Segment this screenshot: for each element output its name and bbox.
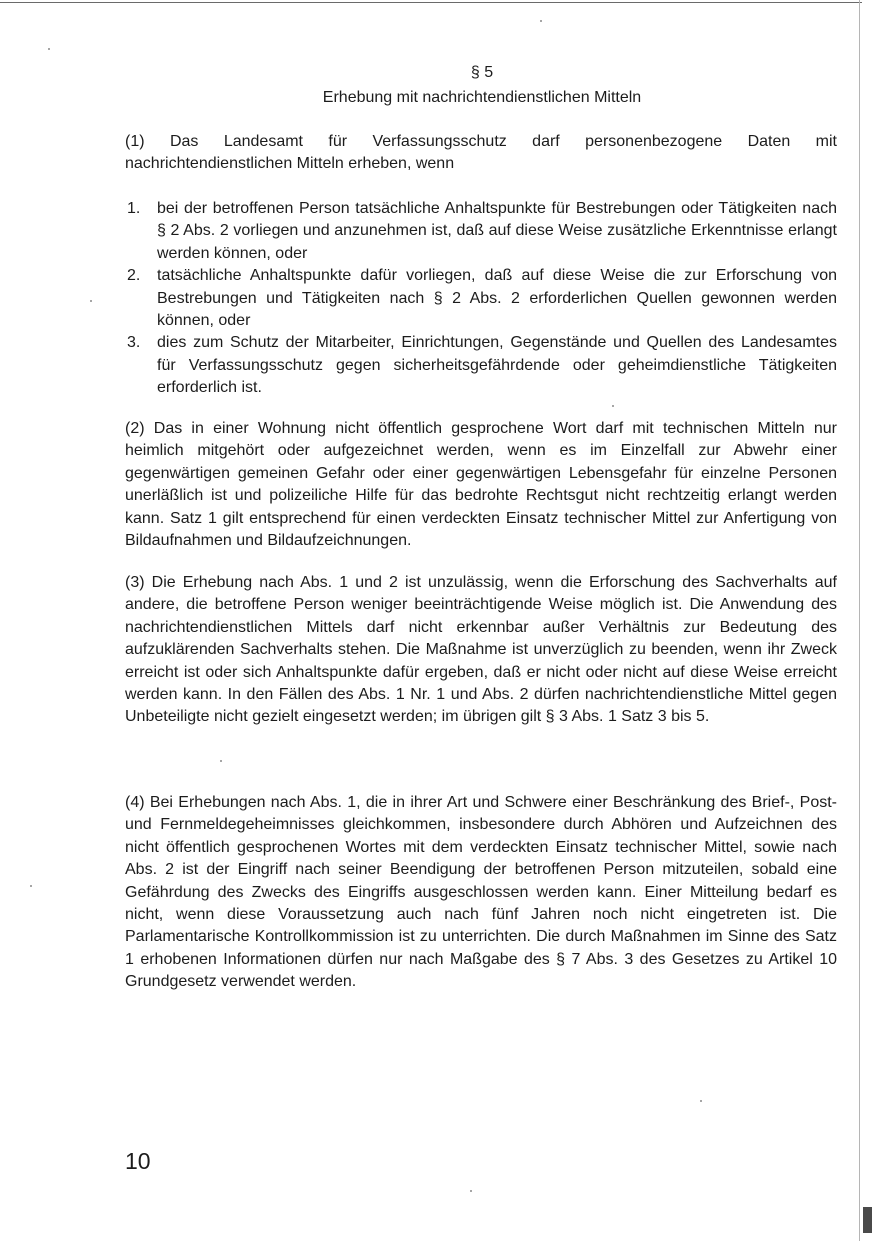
paragraph-2: (2) Das in einer Wohnung nicht öffentlich gesprochene Wort darf mit technischen Mitteln nur heimlich mitgehört oder aufgezeichnet werden, wenn es im Einzelfall zur Abwehr einer gegenwärtigen gemeinen Gefahr oder einer gegenwärtigen Lebensgefahr für einzelne Personen unerläßlich ist und polizeiliche Hilfe für das bedrohte Rechtsgut nicht rechtzeitig erlangt werden kann. Satz 1 gilt entsprechend für einen verdeckten Einsatz technischer Mittel zur Anfertigung von Bildaufnahmen und Bildaufzeichnungen.: [125, 420, 837, 550]
list-item-number: 1.: [127, 200, 141, 217]
scan-speck: [90, 300, 92, 302]
section-number: § 5: [470, 64, 494, 81]
scan-speck: [700, 1100, 702, 1102]
scan-speck: [540, 20, 542, 22]
list-item-text: bei der betroffenen Person tatsächliche Anhaltspunkte für Bestrebungen oder Tätigkeiten nach § 2 Abs. 2 vorliegen und anzunehmen ist, daß auf diese Weise zusätzliche Erkenntnisse erlangt werden können, oder: [157, 200, 837, 262]
page-number: 10: [125, 1148, 151, 1174]
list-item-number: 2.: [127, 267, 141, 285]
scan-speck: [470, 1190, 472, 1192]
paragraph-1-intro: (1) Das Landesamt für Verfassungsschutz darf personenbezogene Daten mit nachrichtendienstlichen Mitteln erheben, wenn: [125, 133, 837, 173]
paragraph-1-list: [125, 198, 837, 400]
top-border-line: [0, 2, 862, 3]
list-item: [125, 332, 837, 399]
list-item-text: tatsächliche Anhaltspunkte dafür vorliegen, daß auf diese Weise die zur Erforschung von Bestrebungen und Tätigkeiten nach § 2 Abs. 2 erforderlichen Quellen gewonnen werden können, oder: [157, 267, 837, 330]
right-edge-line: [859, 0, 860, 1241]
scan-speck: [48, 48, 50, 50]
list-item-text: dies zum Schutz der Mitarbeiter, Einrichtungen, Gegenstände und Quellen des Landesamtes für Verfassungsschutz gegen sicherheitsgefährdende oder geheimdienstliche Tätigkeiten erforderlich ist.: [157, 334, 837, 397]
paragraph-3: (3) Die Erhebung nach Abs. 1 und 2 ist unzulässig, wenn die Erforschung des Sachverhalts auf andere, die betroffene Person weniger beeinträchtigende Weise möglich ist. Die Anwendung des nachrichtendienstlichen Mittels darf nicht erkennbar außer Verhältnis zur Bedeutung des aufzuklärenden Sachverhalts stehen. Die Maßnahme ist unverzüglich zu beenden, wenn ihr Zweck erreicht ist oder sich Anhaltspunkte dafür ergeben, daß er nicht oder nicht auf diese Weise erreicht werden kann. In den Fällen des Abs. 1 Nr. 1 und Abs. 2 dürfen nachrichtendienstliche Mittel gegen Unbeteiligte nicht gezielt eingesetzt werden; im übrigen gilt § 3 Abs. 1 Satz 3 bis 5.: [125, 574, 837, 726]
list-item: [125, 265, 837, 332]
list-item-number: 3.: [127, 334, 141, 352]
section-title: Erhebung mit nachrichtendienstlichen Mitteln: [322, 89, 642, 106]
scan-speck: [220, 760, 222, 762]
list-item: [125, 198, 837, 265]
paragraph-4: (4) Bei Erhebungen nach Abs. 1, die in ihrer Art und Schwere einer Beschränkung des Brief-, Post- und Fernmeldegeheimnisses gleichkommen, insbesondere durch Abhören und Aufzeichnen des nicht öffentlich gesprochenen Wortes mit dem verdeckten Einsatz technischer Mittel, sowie nach Abs. 2 ist der Eingriff nach seiner Beendigung der betroffenen Person mitzuteilen, sobald eine Gefährdung des Zwecks des Eingriffs ausgeschlossen werden kann. Einer Mitteilung bedarf es nicht, wenn diese Voraussetzung auch nach fünf Jahren noch nicht eingetreten ist. Die Parlamentarische Kontrollkommission ist zu unterrichten. Die durch Maßnahmen im Sinne des Satz 1 erhobenen Informationen dürfen nur nach Maßgabe des § 7 Abs. 3 des Gesetzes zu Artikel 10 Grundgesetz verwendet werden.: [125, 794, 837, 991]
scan-speck: [30, 885, 32, 887]
scan-mark: [863, 1207, 872, 1233]
scan-speck: [612, 405, 614, 407]
